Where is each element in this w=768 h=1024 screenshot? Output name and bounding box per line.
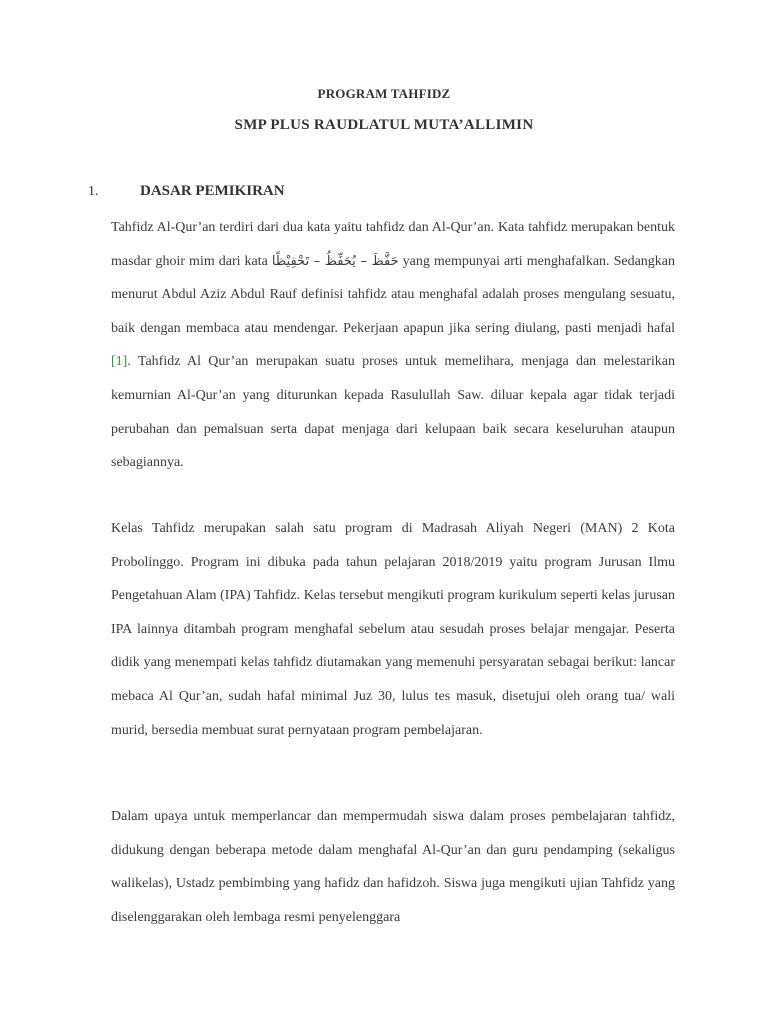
- arabic-text: حَفَّظَ – يُحَفِّظُ – تَحْفِيْظًا: [271, 253, 399, 269]
- section-heading: DASAR PEMIKIRAN: [140, 183, 285, 199]
- paragraph-text: Tahfidz Al-Qur’an terdiri dari dua kata yaitu tahfidz dan Al-Qur’an. Kata tahfidz merupakan bentuk masdar ghoir mim dari kata: [111, 220, 675, 269]
- paragraph-text: Dalam upaya untuk memperlancar dan mempermudah siswa dalam proses pembelajaran tahfidz, didukung dengan beberapa metode dalam menghafal Al-Qur’an dan guru pendamping (sekaligus walikelas), Ustadz pembimbing yang hafidz dan hafidzoh. Siswa juga mengikuti ujian Tahfidz yang diselenggarakan oleh lembaga resmi penyelenggara: [111, 809, 675, 925]
- citation-link[interactable]: [1]: [111, 354, 128, 370]
- paragraph-metode: [111, 800, 675, 934]
- document-subtitle: SMP PLUS RAUDLATUL MUTA’ALLIMIN: [234, 117, 534, 133]
- document-title: PROGRAM TAHFIDZ: [317, 86, 451, 101]
- section-number: 1.: [88, 184, 99, 199]
- paragraph-tahfidz-definition: [111, 211, 675, 480]
- paragraph-text: . Tahfidz Al Qur’an merupakan suatu proses untuk memelihara, menjaga dan melestarikan kemurnian Al-Qur’an yang diturunkan kepada Rasulullah Saw. diluar kepala agar tidak terjadi perubahan dan pemalsuan serta dapat menjaga dari kelupaan baik secara keseluruhan ataupun sebagiannya.: [111, 354, 675, 471]
- paragraph-text: Kelas Tahfidz merupakan salah satu program di Madrasah Aliyah Negeri (MAN) 2 Kota Probolinggo. Program ini dibuka pada tahun pelajaran 2018/2019 yaitu program Jurusan Ilmu Pengetahuan Alam (IPA) Tahfidz. Kelas tersebut mengikuti program kurikulum seperti kelas jurusan IPA lainnya ditambah program menghafal sebelum atau sesudah proses belajar mengajar. Peserta didik yang menempati kelas tahfidz diutamakan yang memenuhi persyaratan sebagai berikut: lancar mebaca Al Qur’an, sudah hafal minimal Juz 30, lulus tes masuk, disetujui oleh orang tua/ wali murid, bersedia membuat surat pernyataan program pembelajaran.: [111, 521, 675, 738]
- paragraph-kelas-tahfidz: [111, 512, 675, 747]
- paragraph-text: yang mempunyai arti menghafalkan. Sedangkan menurut Abdul Aziz Abdul Rauf definisi tahfidz atau menghafal adalah proses mengulang sesuatu, baik dengan membaca atau mendengar. Pekerjaan apapun jika sering diulang, pasti menjadi hafal: [111, 253, 675, 336]
